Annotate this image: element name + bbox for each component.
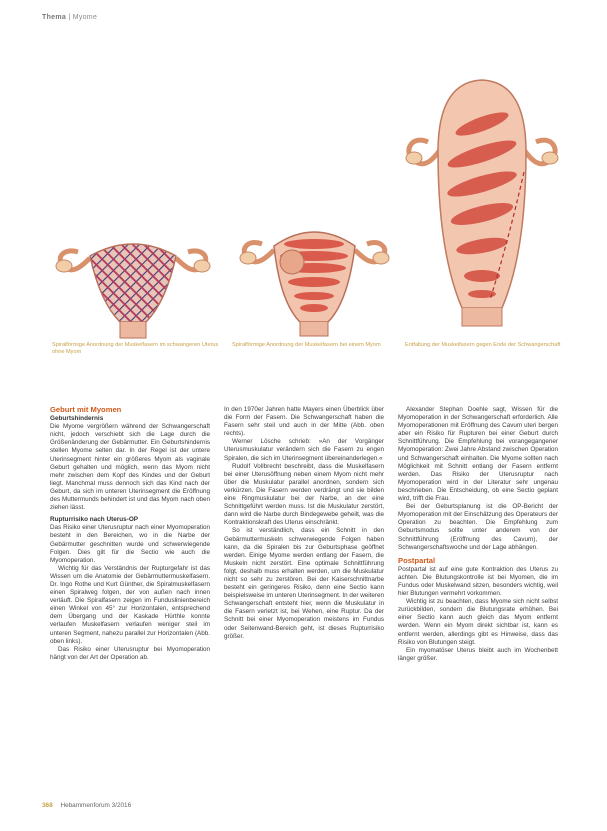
journal-name: Hebammenforum bbox=[60, 802, 110, 809]
uterus-pregnancy-illustration bbox=[398, 62, 566, 342]
figure-uterus-myoma bbox=[232, 210, 397, 340]
header-separator: | bbox=[68, 14, 73, 21]
page-footer bbox=[42, 802, 131, 809]
header-section: Thema bbox=[42, 14, 67, 21]
paragraph: Bei der Geburtsplanung ist die OP-Bericht der Myomoperation mit der Einschätzung des Operateurs der Operation zu beachten. Die Empfehlung zum Geburtsmodus sollte unter anderem von der Schnittführung (Eröffnung des Cavum), der Schwangerschaftswoche und der Lage abhängen. bbox=[398, 503, 558, 551]
section-heading: Postpartal bbox=[398, 555, 436, 565]
paragraph: Das Risiko einer Uterusruptur nach einer Myomoperation besteht in den Bereichen, wo in die Narbe der Gebärmutter geschnitten wurde und schwerwiegende Folgen. Dies gilt für die Sectio wie auch die Myomoperation. bbox=[50, 524, 210, 564]
paragraph: In den 1970er Jahren hatte Mayers einen Überblick über die Form der Fasern. Die Schwangerschaft haben die Fasern sehr steil und auch in der Mitte (Abb. oben rechts). bbox=[224, 406, 384, 438]
figure-uterus-spiral bbox=[48, 222, 218, 342]
text-column-2 bbox=[224, 406, 384, 641]
uterus-spiral-illustration bbox=[48, 222, 218, 342]
paragraph: Werner Lösche schrieb: »An der Vorgänger Uterusmuskulatur verändern sich die Fasern zu engen Spiralen, die sich im Uterinsegment übereinanderlegen.« bbox=[224, 438, 384, 462]
paragraph: Wichtig für das Verständnis der Rupturgefahr ist das Wissen um die Anatomie der Gebärmuttermuskelfasern. Dr. Ingo Rothe und Kurt Günther, die Spiralmuskelfasern einen Spiralweg folgen, der von außen nach innen verläuft. Die Spiralfasern zeigen im Funduslinienbereich einen Winkel von 45° zur Horizontalen, entsprechend dem Übergang und der Kaskade Hürthle konnte verlaufen Muskelfasern verlaufen weniger steil im unteren Segment, nahezu parallel zur Horizontalen (Abb. oben links). bbox=[50, 564, 210, 645]
journal-issue: 3/2016 bbox=[111, 802, 132, 809]
subsection-heading: Geburtshindernis bbox=[50, 415, 104, 423]
paragraph: Das Risiko einer Uterusruptur bei Myomoperation hängt von der Art der Operation ab. bbox=[50, 645, 210, 661]
paragraph: So ist verständlich, dass ein Schnitt in den Gebärmuttermuskeln schwerwiegende Folgen haben kann, da die Spiralen bis zur Geburtsphase geöffnet werden. Einige Myome werden entlang der Fasern, die Muskeln nicht zerstört. Eine optimale Schnittführung folgt, deshalb muss erhalten werden, um die Muskulatur nicht so sehr zu zerstören. Bei der Kaiserschnittnarbe besteht ein geringeres Risiko, denn eine Sectio kann beispielsweise im unteren Uterinsegment. In der weiteren Schwangerschaft entsteht hier, wenn die Muskulatur in die Fasern verletzt ist, bei Wehen, eine Ruptur. Da der Schnitt bei einer Myomoperation meistens im Fundus oder Seitenwand-Bereich geht, ist dieses Rupturrisiko größer. bbox=[224, 527, 384, 640]
paragraph: Wichtig ist zu beachten, dass Myome sich nicht selbst zurückbilden, sondern die Blutungsrate erhöhen. Bei einer Sectio kann auch gleich das Myom entfernt werden. Wenn ein Myom direkt sichtbar ist, kann es entfernt werden, allerdings gibt es Hinweise, dass das Risiko von Blutungen steigt. bbox=[398, 598, 558, 646]
page-number: 368 bbox=[42, 802, 53, 809]
paragraph: Die Myome vergrößern während der Schwangerschaft nicht, jedoch verschiebt sich die Lage durch die Größenänderung der Gebärmutter. Ein Geburtshindernis stellen Myome selten dar. In der Regel ist der untere Uterinsegment hinter ein größeres Myom als vaginale Geburt gehalten und möglich, wenn das Myom nicht mehr zwischen dem Kopf des Kindes und der Geburt liegt. Manchmal muss dennoch sich das Kind nach der Geburt, da sich im unteren Uterinsegment die Eröffnung des Muttermunds behindert ist und das Myom nach oben ziehen lässt. bbox=[50, 423, 210, 512]
figure-caption: Entfaltung der Muskelfasern gegen Ende der Schwangerschaft bbox=[405, 342, 561, 348]
figure-caption: Spiralförmige Anordnung der Muskelfasern bei einem Myom bbox=[232, 342, 381, 348]
uterus-myoma-illustration bbox=[232, 210, 397, 340]
section-heading: Geburt mit Myomen bbox=[50, 405, 122, 414]
header-topic: Myome bbox=[72, 14, 98, 21]
text-column-3 bbox=[398, 406, 558, 663]
paragraph: Ein myomatöser Uterus bleibt auch im Wochenbett länger größer. bbox=[398, 646, 558, 662]
figure-uterus-pregnancy bbox=[398, 62, 566, 342]
paragraph: Rudolf Vollbrecht beschreibt, dass die Muskelfasern bei einer Uterusöffnung neben einem Myom nicht mehr über die Muskulatur parallel anordnen, sondern sich verkürzen. Die Fasern werden verdrängt und sie bilden eine Ringmuskulatur bei der Narbe, an der eine Schnittgeführt werden muss. Ist die Muskulatur zerstört, dann wird die Narbe durch Bindegewebe geheilt, was die Kontraktionskraft des Uterus einschränkt. bbox=[224, 462, 384, 527]
text-column-1 bbox=[50, 406, 210, 662]
subsection-heading: Rupturrisiko nach Uterus-OP bbox=[50, 516, 139, 524]
page-header bbox=[42, 14, 97, 21]
paragraph: Alexander Stephan Doehle sagt, Wissen für die Myomoperation in der Schwangerschaft erforderlich. Alle Myomoperationen mit Eröffnung des Cavum uteri bergen aber ein Risiko für Rupturen bei einer Geburt durch Schnittführung. Die Empfehlung bei vorangegangener Myomoperation: Zwei Jahre Abstand zwischen Operation und Schwangerschaft einhalten. Die Myome sollten nach Möglichkeit mit Schnitt entlang der Fasern entfernt werden. Das Risiko der Uterusruptur nach Myomoperation wird in der Literatur sehr ungenau beschrieben. Die Entscheidung, ob eine Sectio geplant wird, trifft die Frau. bbox=[398, 406, 558, 503]
paragraph: Postpartal ist auf eine gute Kontraktion des Uterus zu achten. Die Blutungskontrolle ist bei Myomen, die im Fundus oder Muskelwand sitzen, besonders wichtig, weil hier Blutungen vermehrt vorkommen. bbox=[398, 565, 558, 598]
figure-caption: Spiralförmige Anordnung der Muskelfasern im schwangeren Uterus ohne Myom bbox=[52, 342, 219, 355]
